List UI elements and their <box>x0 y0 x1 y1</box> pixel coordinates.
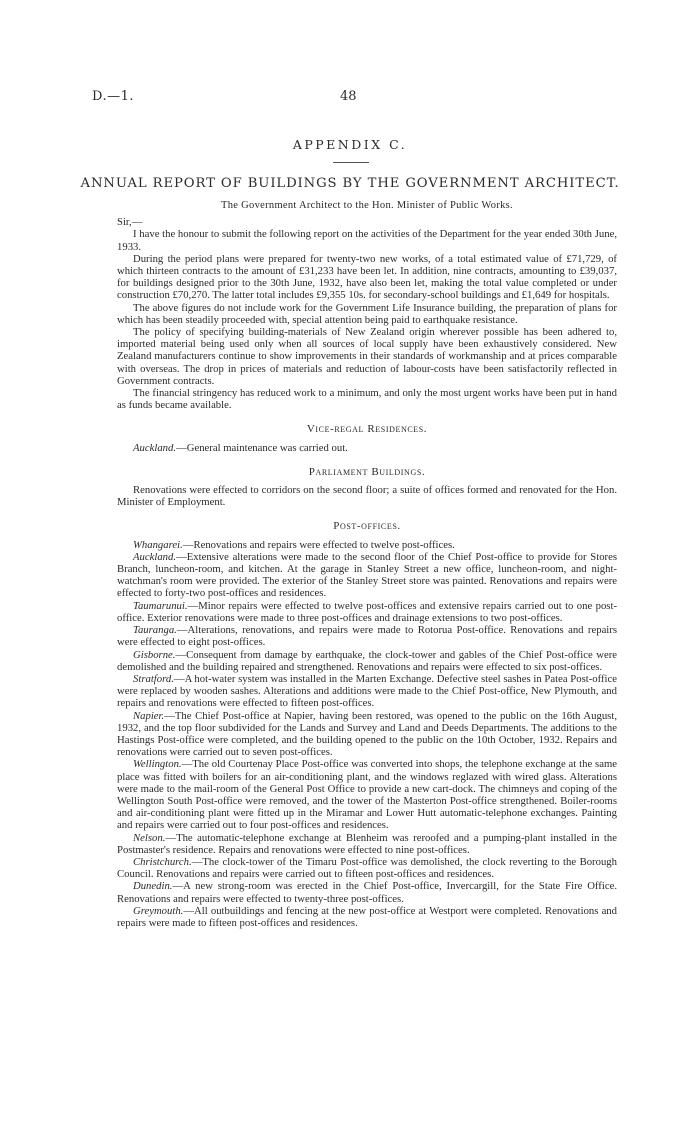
salutation: Sir,— <box>117 216 143 229</box>
post-office-entry <box>117 600 617 624</box>
address-line: The Government Architect to the Hon. Minister of Public Works. <box>221 200 513 211</box>
entry-text: —The Chief Post-office at Napier, having been restored, was opened to the public on the 16th August, 1932, and the top floor subdivided for the Lands and Survey and Land and Deeds Departments. The additions to the Hastings Post-office were completed, and the building opened to the public on the 10th October, 1932. Repairs and renovations were carried out to seven post-offices. <box>117 709 617 759</box>
entry-text: —The clock-tower of the Timaru Post-office was demolished, the clock reverting to the Borough Council. Renovations and repairs were carried out to fifteen post-offices and residences. <box>117 855 617 881</box>
vice-regal-entry <box>117 442 617 454</box>
page-number: 48 <box>340 89 357 104</box>
post-office-entry <box>117 758 617 831</box>
post-office-entry <box>117 551 617 600</box>
intro-paragraph: During the period plans were prepared for twenty-two new works, of a total estimated value of £71,729, of which thirteen contracts to the amount of £31,233 have been let. In addition, nine contracts, amounting to £39,037, for buildings designed prior to the 30th June, 1932, have also been let, making the total value completed or under construction £70,270. The latter total includes £9,355 10s. for secondary-school buildings and £1,649 for hospitals. <box>117 252 617 302</box>
post-office-entry <box>117 710 617 759</box>
entry-text: —The automatic-telephone exchange at Blenheim was reroofed and a pumping-plant installed in the Postmaster's residence. Repairs and renovations were effected to nine post-offices. <box>117 831 617 856</box>
location-name: Tauranga. <box>133 624 177 637</box>
entry-text: —The old Courtenay Place Post-office was converted into shops, the telephone exchange at the same place was fitted with boilers for an air-conditioning plant, and the windows reglazed with wired glass. Alterations were made to the mail-room of the General Post Office to provide a new cart-dock. The chimneys and coping of the Wellington South Post-office were removed, and the tower of the Masterton Post-office strengthened. Boiler-rooms and air-conditioning plant were fitted up in the Miramar and Lower Hutt automatic-telephone exchanges. Painting and repairs were carried out to four post-offices and residences. <box>117 758 617 832</box>
section-heading-post-offices: Post-offices. <box>333 520 401 533</box>
entry-text: —A new strong-room was erected in the Chief Post-office, Invercargill, for the State Fire Office. Renovations and repairs were effected to twenty-three post-offices. <box>117 880 617 905</box>
parliament-entry: Renovations were effected to corridors on the second floor; a suite of offices formed and renovated for the Hon. Minister of Employment. <box>117 484 617 509</box>
post-office-entry <box>117 624 617 648</box>
location-name: Gisborne. <box>133 648 176 661</box>
intro-paragraph: The policy of specifying building-materials of New Zealand origin wherever possible has been adhered to, imported material being used only when all sources of local supply have been exhaustively considered. New Zealand manufacturers continue to show improvements in their standards of workmanship and at prices comparable with overseas. The drop in prices of materials and reduction of labour-costs have been satisfactorily reflected in Government contracts. <box>117 326 617 387</box>
entry-text: —General maintenance was carried out. <box>176 441 348 454</box>
location-name: Greymouth. <box>133 904 184 917</box>
entry-text: —Extensive alterations were made to the second floor of the Chief Post-office to provide for Stores Branch, luncheon-room, and kitchen. At the garage in Stanley Street a new office, luncheon-room, and night-watchman's room were provided. The exterior of the Stanley Street store was painted. Renovations and repairs were effected to forty-two post-offices and residences. <box>117 550 617 600</box>
intro-paragraph: The above figures do not include work for the Government Life Insurance building, the preparation of plans for which has been steadily proceeded with, special attention being paid to earthquake resistance. <box>117 301 617 326</box>
post-office-entry <box>117 880 617 904</box>
location-name: Christchurch. <box>133 855 192 868</box>
location-name: Wellington. <box>133 758 182 771</box>
location-name: Dunedin. <box>133 880 173 893</box>
entry-text: —Alterations, renovations, and repairs were made to Rotorua Post-office. Renovations and repairs were effected to eight post-offices. <box>117 624 617 649</box>
entry-text: —A hot-water system was installed in the Marten Exchange. Defective steel sashes in Patea Post-office were replaced by wooden sashes. Alterations and additions were made to the Chief Post-office, New Plymouth, and repairs and renovations were effected to fifteen post-offices. <box>117 672 617 710</box>
section-heading-vice-regal: Vice-regal Residences. <box>306 423 428 436</box>
location-name: Auckland. <box>133 550 177 563</box>
document-reference: D.—1. <box>92 89 134 104</box>
title-divider <box>333 162 369 163</box>
location-name: Stratford. <box>133 672 174 685</box>
post-office-entry <box>117 856 617 880</box>
location-name: Napier. <box>133 709 165 722</box>
post-office-entry <box>117 832 617 856</box>
post-office-entry <box>117 649 617 673</box>
post-office-entry <box>117 905 617 929</box>
post-office-entry <box>117 539 617 551</box>
report-title: ANNUAL REPORT OF BUILDINGS BY THE GOVERNMENT ARCHITECT. <box>80 176 620 191</box>
intro-paragraph: I have the honour to submit the following report on the activities of the Department for the year ended 30th June, 1933. <box>117 228 617 253</box>
location-name: Whangarei. <box>133 538 183 551</box>
entry-text: —Consequent from damage by earthquake, the clock-tower and gables of the Chief Post-office were demolished and the building repaired and strengthened. Renovations and repairs were effected to six post-offices. <box>117 648 617 673</box>
entry-text: —Minor repairs were effected to twelve post-offices and extensive repairs carried out to one post-office. Exterior renovations were made to three post-offices and drainage extensions to two post-offices. <box>117 599 617 624</box>
location-name: Nelson. <box>133 831 166 844</box>
report-body <box>117 200 617 929</box>
location-name: Taumarunui. <box>133 599 188 612</box>
intro-paragraph: The financial stringency has reduced work to a minimum, and only the most urgent works have been put in hand as funds became available. <box>117 387 617 412</box>
location-name: Auckland. <box>133 441 177 454</box>
section-heading-parliament: Parliament Buildings. <box>308 465 426 478</box>
entry-text: —Renovations and repairs were effected to twelve post-offices. <box>182 538 455 551</box>
post-office-entry <box>117 673 617 710</box>
entry-text: —All outbuildings and fencing at the new post-office at Westport were completed. Renovations and repairs were made to fifteen post-offices and residences. <box>117 904 617 929</box>
appendix-title: APPENDIX C. <box>292 137 408 152</box>
